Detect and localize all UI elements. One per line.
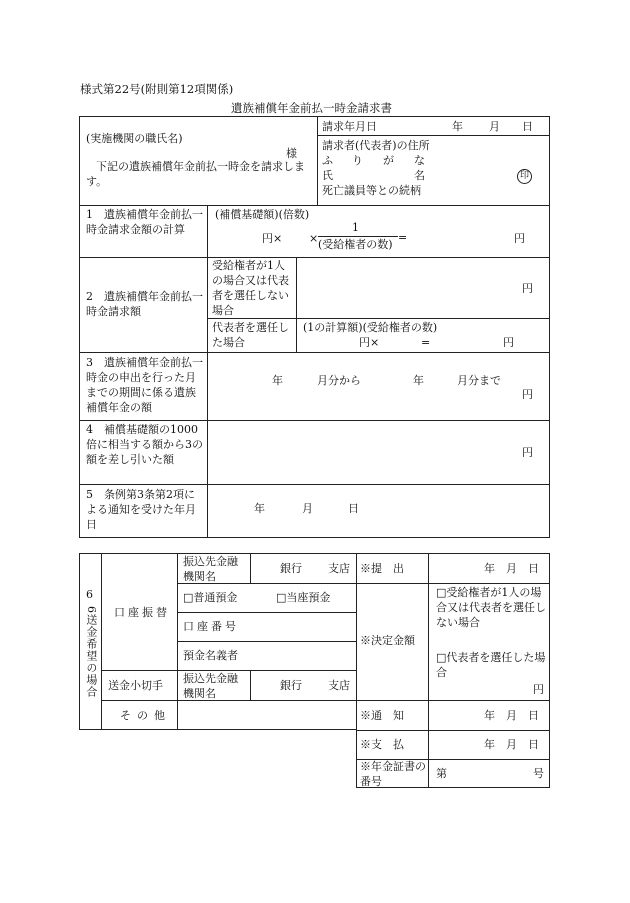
s2-case2-yen: 円 — [503, 336, 514, 349]
date-day: 日 — [522, 120, 533, 133]
s1-yen-x: 円× — [262, 232, 283, 245]
form-number: 様式第22号(附則第12項関係) — [80, 82, 234, 96]
s3-from: 月分から — [317, 374, 361, 387]
s2-case1: 受給権者が1人の場合又は代表者を選任しない場合 — [212, 259, 289, 317]
agency-label: (実施機関の職氏名) — [86, 132, 183, 145]
pay-label: ※支 払 — [360, 738, 404, 751]
account-number-label: 口座番号 — [183, 620, 239, 633]
pay-date: 年 月 日 — [484, 738, 539, 751]
honorific: 様 — [286, 147, 297, 160]
claimant-address-label: 請求者(代表者)の住所 — [322, 139, 430, 152]
notify-label: ※通 知 — [360, 709, 404, 722]
s6-label: 6送金希望の場合 — [84, 606, 98, 698]
account-holder-label: 預金名義者 — [183, 649, 238, 662]
s3-label: 3 遺族補償年金前払一時金の申出を行った月までの期間に係る遺族補償年金の額 — [86, 356, 203, 414]
branch-2: 支店 — [328, 679, 350, 692]
s1-fraction-bar — [318, 236, 398, 237]
seal-mark: 印 — [517, 169, 532, 184]
submit-label: ※提 出 — [360, 562, 404, 575]
s2-case2: 代表者を選任した場合 — [212, 321, 289, 349]
branch-1: 支店 — [328, 562, 350, 575]
s2-case2-equals: = — [421, 336, 431, 349]
s5-day: 日 — [348, 502, 359, 515]
s2-case2-head: (1の計算額)(受給権者の数) — [303, 321, 438, 334]
furigana-4: な — [414, 154, 425, 167]
koza-furikae-label: 口座振替 — [114, 606, 170, 619]
s3-yen: 円 — [522, 388, 533, 401]
s6-number: 6 — [86, 588, 93, 601]
option-representative[interactable]: □代表者を選任した場合 — [436, 651, 546, 679]
s1-numerator: 1 — [352, 221, 359, 234]
form-title: 遺族補償年金前払一時金請求書 — [231, 101, 392, 115]
date-year: 年 — [452, 120, 463, 133]
s2-case2-yen-x: 円× — [359, 336, 380, 349]
s1-equals: = — [398, 231, 408, 244]
name-char-1: 氏 — [322, 169, 333, 182]
futsu-checkbox[interactable]: □普通預金 — [183, 591, 238, 604]
kogitte-label: 送金小切手 — [108, 679, 163, 692]
s1-yen: 円 — [514, 232, 525, 245]
s2-case1-yen: 円 — [522, 282, 533, 295]
bank-2: 銀行 — [280, 679, 302, 692]
cert-number-label: ※年金証書の番号 — [360, 760, 426, 788]
cert-dai: 第 — [436, 767, 447, 780]
date-month: 月 — [489, 120, 500, 133]
furigana-1: ふ — [322, 154, 333, 167]
other-label: その他 — [120, 709, 171, 722]
s5-label: 5 条例第3条第2項による通知を受けた年月日 — [86, 488, 196, 531]
s4-yen: 円 — [522, 446, 533, 459]
s1-times: × — [309, 232, 319, 245]
decided-amount-label: ※決定金額 — [360, 634, 415, 647]
notify-date: 年 月 日 — [484, 709, 539, 722]
cert-go: 号 — [533, 767, 544, 780]
submit-date: 年 月 日 — [484, 562, 539, 575]
option-single[interactable]: □受給権者が1人の場合又は代表者を選任しない場合 — [436, 586, 546, 629]
s1-label: 1 遺族補償年金前払一時金請求金額の計算 — [86, 208, 203, 236]
s1-denominator: (受給権者の数) — [318, 238, 393, 251]
s3-to: 月分まで — [457, 374, 501, 387]
bank-1: 銀行 — [280, 562, 302, 575]
bank-label-2: 振込先金融機関名 — [183, 672, 238, 700]
request-text: 下記の遺族補償年金前払一時金を請求します。 — [86, 160, 305, 188]
furigana-2: り — [352, 154, 363, 167]
s5-year: 年 — [254, 502, 265, 515]
toza-checkbox[interactable]: □当座預金 — [276, 591, 331, 604]
s5-month: 月 — [302, 502, 313, 515]
name-char-2: 名 — [414, 169, 425, 182]
s1-head: (補償基礎額)(倍数) — [215, 208, 310, 221]
decided-yen: 円 — [533, 683, 544, 696]
furigana-3: が — [383, 154, 394, 167]
s3-year2: 年 — [413, 374, 424, 387]
s3-year1: 年 — [272, 374, 283, 387]
relation-label: 死亡議員等との続柄 — [322, 184, 421, 197]
bank-label-1: 振込先金融機関名 — [183, 555, 238, 583]
s2-label: 2 遺族補償年金前払一時金請求額 — [86, 290, 203, 318]
s4-label: 4 補償基礎額の1000倍に相当する額から3の額を差し引いた額 — [86, 423, 203, 466]
date-label: 請求年月日 — [322, 120, 377, 133]
